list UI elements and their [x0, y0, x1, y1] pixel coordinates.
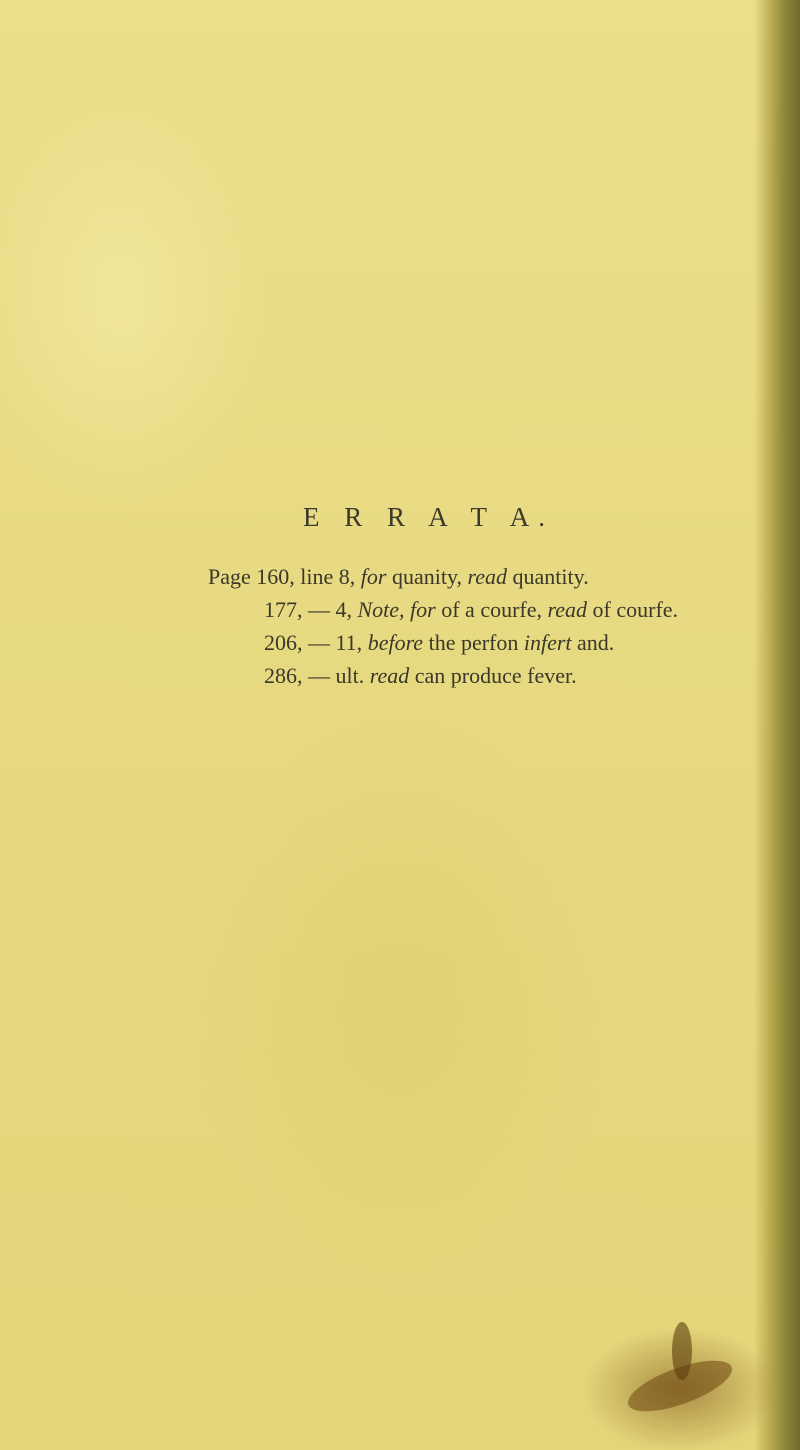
errata-page: Page 160, — [208, 564, 295, 589]
errata-wrong-text: quanity, — [391, 564, 463, 589]
errata-wrong-text: can produce fever. — [414, 663, 577, 688]
errata-wrong-label: before — [367, 630, 424, 655]
errata-right-label: infert — [523, 630, 572, 655]
errata-entry — [264, 593, 678, 626]
errata-line: — 11, — [308, 630, 363, 655]
errata-wrong-label: for — [360, 564, 387, 589]
errata-page: 286, — [264, 663, 303, 688]
ink-stain — [672, 1322, 692, 1380]
errata-wrong-label: read — [369, 663, 410, 688]
errata-wrong-text: the perfon — [428, 630, 519, 655]
errata-entry — [264, 659, 678, 692]
errata-right-label: read — [467, 564, 508, 589]
errata-line: — ult. — [308, 663, 365, 688]
errata-right-text: quantity. — [512, 564, 589, 589]
errata-page: 177, — [264, 597, 303, 622]
errata-line: line 8, — [300, 564, 356, 589]
errata-right-text: and. — [577, 630, 615, 655]
errata-heading: E R R A T A. — [303, 502, 555, 532]
errata-right-label: read — [547, 597, 588, 622]
errata-wrong-label: Note, for — [357, 597, 436, 622]
errata-wrong-text: of a courfe, — [441, 597, 543, 622]
errata-entry — [264, 626, 678, 659]
errata-page: 206, — [264, 630, 303, 655]
errata-right-text: of courfe. — [592, 597, 679, 622]
errata-list — [208, 560, 679, 692]
errata-entry — [208, 560, 678, 593]
errata-line: — 4, — [308, 597, 352, 622]
page-edge-shadow — [754, 0, 800, 1450]
